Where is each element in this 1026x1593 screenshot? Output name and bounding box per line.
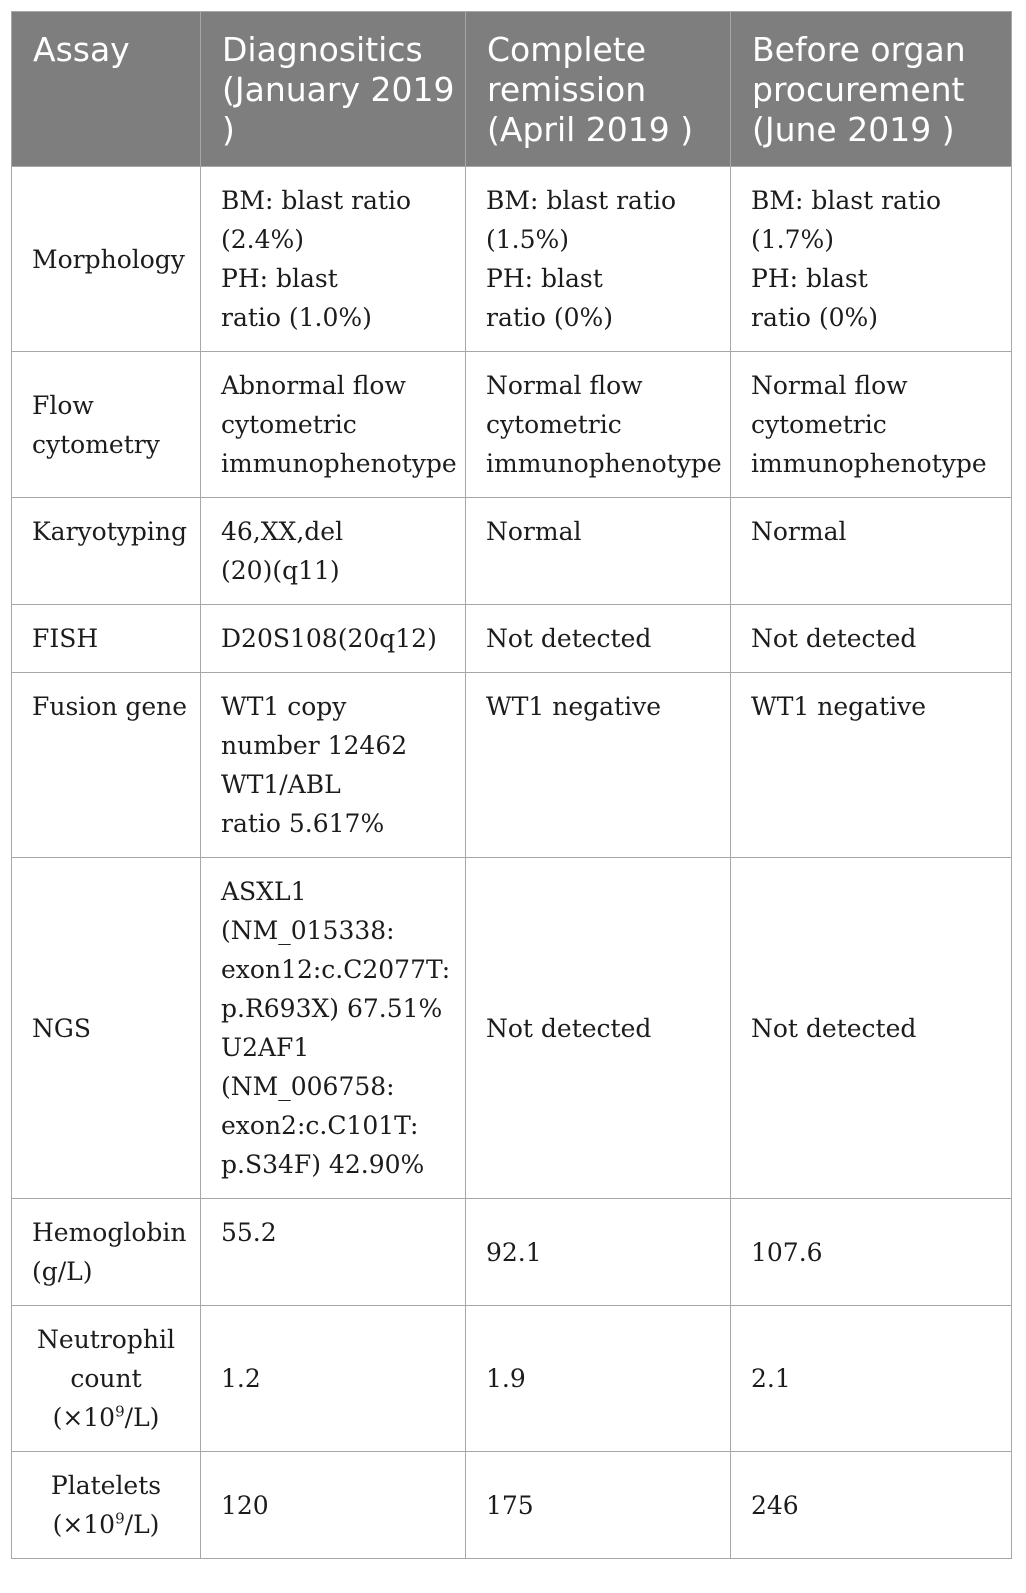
cell-line: cytometric [751,410,887,439]
cell-line: cytometry [32,429,160,459]
unit-text: (×10 [52,1403,116,1432]
procurement-cell [731,167,1012,352]
unit-text: /L) [124,1510,160,1539]
diagnostics-cell: 120 [201,1452,466,1559]
remission-cell: 1.9 [466,1306,731,1452]
cell-line: ratio (0%) [486,303,614,332]
cell-line: PH: blast [486,264,603,293]
cell-line: Normal flow [486,371,643,400]
unit-text: /L) [124,1403,160,1432]
cell-line: immunophenotype [221,449,457,478]
table-row [12,673,1012,858]
header-complete-remission: Complete remission (April 2019 ) [466,12,731,167]
assay-table [11,11,1012,1559]
header-before-organ-procurement: Before organ procurement (June 2019 ) [731,12,1012,167]
procurement-cell: WT1 negative [731,673,1012,858]
cell-line: (NM_006758: [221,1072,395,1101]
table-row [12,1199,1012,1306]
cell-line: Hemoglobin [32,1218,187,1247]
cell-line: Normal flow [751,371,908,400]
table-header [12,12,1012,167]
cell-line: 46,XX,del [221,517,344,546]
remission-cell: 92.1 [466,1199,731,1306]
table-row [12,1306,1012,1452]
cell-line: exon2:c.C101T: [221,1111,419,1140]
assay-cell: Karyotyping [12,498,201,605]
table-row [12,858,1012,1199]
cell-line: WT1/ABL [221,770,341,799]
diagnostics-cell: 55.2 [201,1199,466,1306]
cell-line: (1.7%) [751,225,835,254]
table-row [12,352,1012,498]
superscript: 9 [115,1509,125,1528]
cell-line: (NM_015338: [221,916,395,945]
cell-line: WT1 copy [221,692,347,721]
diagnostics-cell [201,167,466,352]
cell-line: BM: blast ratio [751,186,942,215]
procurement-cell: 2.1 [731,1306,1012,1452]
diagnostics-cell: D20S108(20q12) [201,605,466,673]
cell-line: Neutrophil [37,1325,175,1354]
assay-cell [12,352,201,498]
procurement-cell: Not detected [731,858,1012,1199]
cell-line: p.R693X) 67.51% [221,994,443,1023]
diagnostics-cell [201,673,466,858]
cell-line: Platelets [50,1471,162,1500]
cell-line [16,1398,196,1437]
cell-line: cytometric [486,410,622,439]
remission-cell: WT1 negative [466,673,731,858]
remission-cell [466,167,731,352]
remission-cell: Not detected [466,858,731,1199]
header-diagnostics: Diagnositics (January 2019 ) [201,12,466,167]
cell-line: exon12:c.C2077T: [221,955,451,984]
superscript: 9 [115,1402,125,1421]
unit-text: (×10 [52,1510,116,1539]
cell-line: ratio (1.0%) [221,303,372,332]
cell-line: cytometric [221,410,357,439]
header-row [12,12,1012,167]
header-assay: Assay [12,12,201,167]
remission-cell: 175 [466,1452,731,1559]
cell-line: (g/L) [32,1257,93,1286]
cell-line: ratio 5.617% [221,809,385,838]
assay-cell [12,1452,201,1559]
diagnostics-cell: 1.2 [201,1306,466,1452]
table-body [12,167,1012,1559]
remission-cell: Normal [466,498,731,605]
procurement-cell: 246 [731,1452,1012,1559]
assay-cell: FISH [12,605,201,673]
cell-line: U2AF1 [221,1033,310,1062]
table-row [12,167,1012,352]
cell-line: ratio (0%) [751,303,879,332]
cell-line: PH: blast [751,264,868,293]
cell-line: Flow [32,390,94,420]
cell-line: immunophenotype [751,449,987,478]
procurement-cell: 107.6 [731,1199,1012,1306]
remission-cell: Not detected [466,605,731,673]
table-row [12,1452,1012,1559]
diagnostics-cell [201,858,466,1199]
cell-line: count [70,1364,142,1393]
cell-line: (2.4%) [221,225,305,254]
table-row [12,498,1012,605]
cell-line: number 12462 [221,731,408,760]
procurement-cell: Normal [731,498,1012,605]
diagnostics-cell [201,498,466,605]
assay-cell: Morphology [12,167,201,352]
cell-line [16,1505,196,1544]
assay-cell [12,1306,201,1452]
cell-line: Abnormal flow [221,371,406,400]
procurement-cell: Not detected [731,605,1012,673]
cell-line: ASXL1 [221,877,307,906]
diagnostics-cell [201,352,466,498]
cell-line: BM: blast ratio [221,186,412,215]
cell-line: (1.5%) [486,225,570,254]
cell-line: p.S34F) 42.90% [221,1150,425,1179]
assay-cell [12,1199,201,1306]
cell-line: (20)(q11) [221,556,340,585]
cell-line: BM: blast ratio [486,186,677,215]
assay-cell: NGS [12,858,201,1199]
table-row [12,605,1012,673]
procurement-cell [731,352,1012,498]
remission-cell [466,352,731,498]
cell-line: PH: blast [221,264,338,293]
cell-line: immunophenotype [486,449,722,478]
assay-cell: Fusion gene [12,673,201,858]
